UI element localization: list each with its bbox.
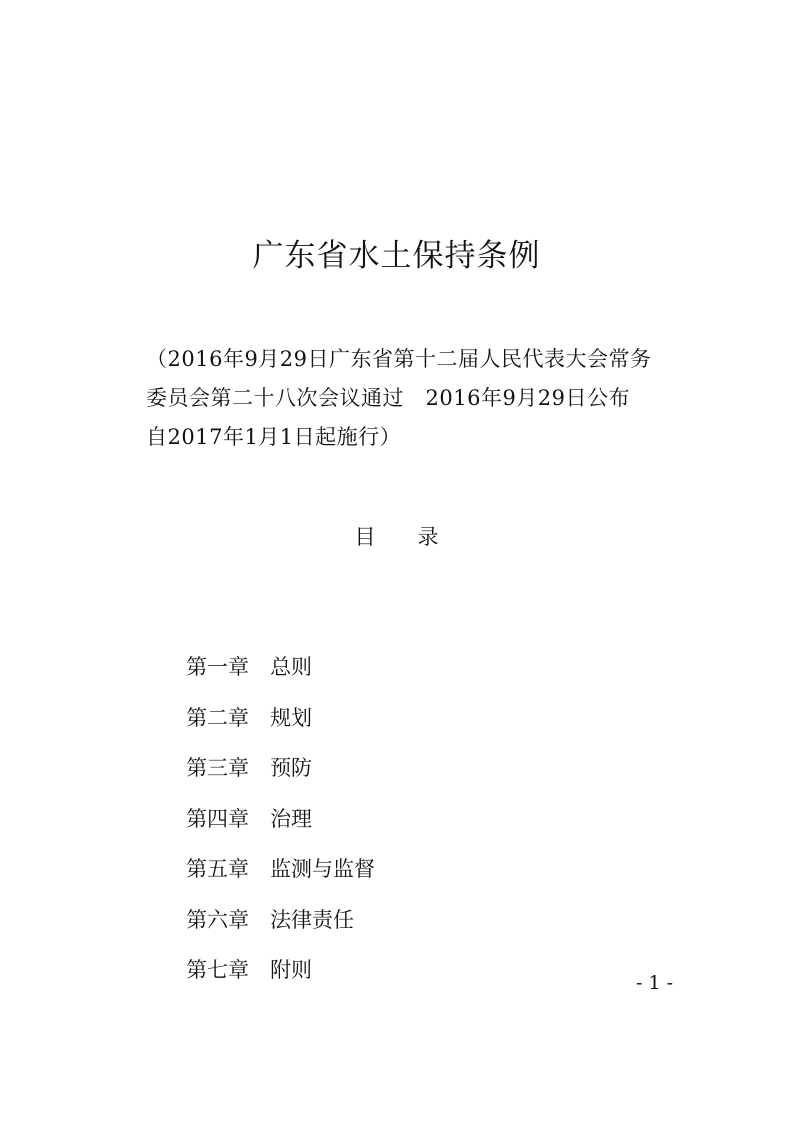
subtitle-line-2: 委员会第二十八次会议通过 2016年9月29日公布: [146, 386, 631, 410]
toc-chapter-number: 第五章: [186, 857, 250, 881]
toc-chapter-title: 预防: [270, 756, 313, 780]
toc-chapter-title: 规划: [270, 705, 313, 730]
toc-chapter-number: 第二章: [186, 705, 250, 730]
document-title: 广东省水土保持条例: [252, 238, 541, 274]
page-number: - 1 -: [636, 972, 674, 994]
toc-chapter-title: 附则: [270, 958, 313, 982]
toc-chapter-title: 法律责任: [270, 907, 355, 932]
toc-chapter-number: 第七章: [186, 958, 250, 982]
toc-chapter-number: 第一章: [186, 655, 250, 679]
toc-chapter-number: 第三章: [186, 756, 250, 780]
toc-chapter-title: 治理: [270, 806, 313, 831]
toc-item: [146, 622, 375, 679]
subtitle-line-1: （2016年9月29日广东省第十二届人民代表大会常务: [146, 347, 652, 371]
table-of-contents: [146, 622, 376, 982]
toc-chapter-title: 总则: [270, 655, 313, 679]
toc-chapter-title: 监测与监督: [270, 857, 376, 881]
subtitle-line-3: 自2017年1月1日起施行）: [146, 425, 402, 449]
toc-chapter-number: 第四章: [186, 806, 250, 831]
toc-heading: 目 录: [354, 525, 439, 549]
toc-chapter-number: 第六章: [186, 907, 250, 932]
